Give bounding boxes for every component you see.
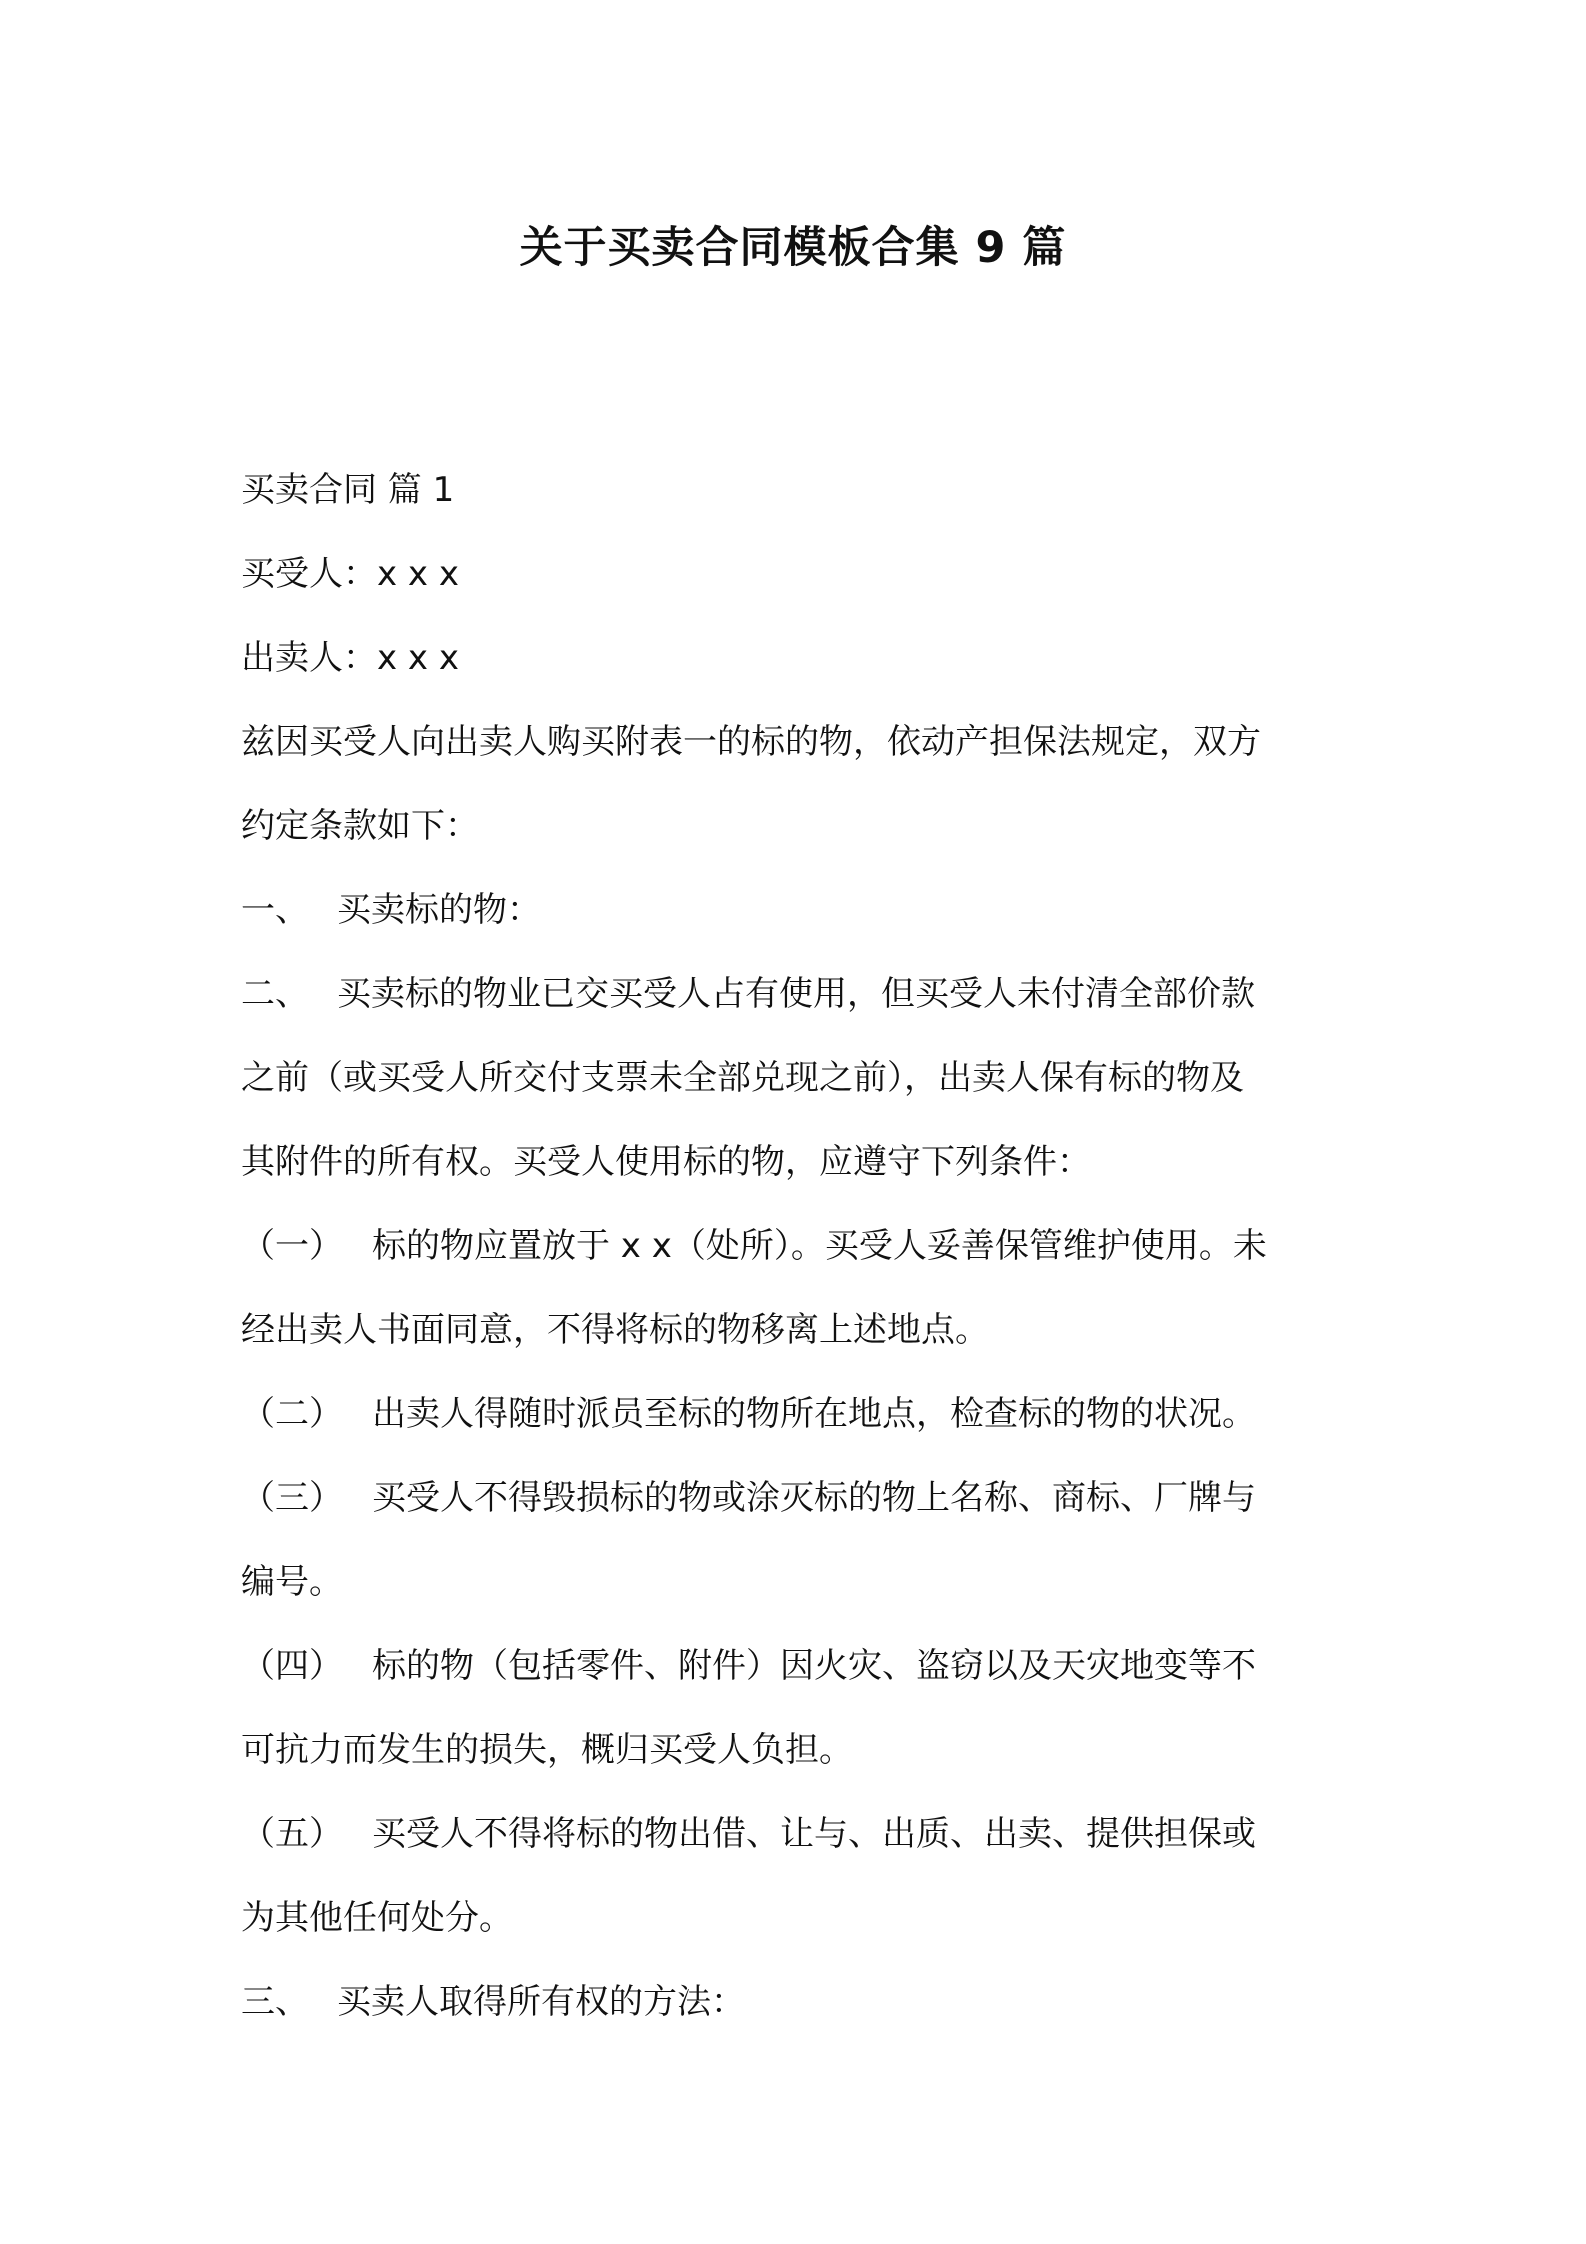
clause-3 <box>241 1960 1356 2044</box>
line-text: 出卖人：x x x <box>241 638 459 678</box>
clause-1 <box>241 868 1356 952</box>
line-preamble-1 <box>241 700 1356 784</box>
subclause-4 <box>241 1624 1356 1708</box>
line-text: 买受人不得毁损标的物或涂灭标的物上名称、商标、厂牌与 <box>372 1478 1256 1518</box>
subclause-5 <box>241 1792 1356 1876</box>
subclause-number: （三） <box>241 1478 343 1518</box>
line-text: 为其他任何处分。 <box>241 1898 513 1938</box>
subclause-2 <box>241 1372 1356 1456</box>
line-text: 买卖标的物： <box>337 890 541 930</box>
subclause-1-cont <box>241 1288 1356 1372</box>
subclause-1 <box>241 1204 1356 1288</box>
subclause-number: （四） <box>241 1646 343 1686</box>
line-text: 标的物应置放于 x x（处所）。买受人妥善保管维护使用。未 <box>372 1226 1267 1266</box>
subclause-4-cont <box>241 1708 1356 1792</box>
line-text: 买受人不得将标的物出借、让与、出质、出卖、提供担保或 <box>372 1814 1256 1854</box>
subclause-3-cont <box>241 1540 1356 1624</box>
line-contract-heading <box>241 448 1356 532</box>
line-text: 买卖合同 篇 1 <box>241 470 455 510</box>
clause-2-cont-1 <box>241 1036 1356 1120</box>
line-text: 买卖标的物业已交买受人占有使用，但买受人未付清全部价款 <box>337 974 1255 1014</box>
line-text: 约定条款如下： <box>241 806 479 846</box>
clause-number: 三、 <box>241 1982 309 2022</box>
line-text: 出卖人得随时派员至标的物所在地点，检查标的物的状况。 <box>372 1394 1256 1434</box>
clause-number: 二、 <box>241 974 309 1014</box>
line-text: 标的物（包括零件、附件）因火灾、盗窃以及天灾地变等不 <box>372 1646 1256 1686</box>
document-body <box>241 448 1356 2044</box>
line-buyer <box>241 532 1356 616</box>
clause-2 <box>241 952 1356 1036</box>
line-text: 其附件的所有权。买受人使用标的物，应遵守下列条件： <box>241 1142 1091 1182</box>
line-preamble-2 <box>241 784 1356 868</box>
document-title: 关于买卖合同模板合集 9 篇 <box>519 223 1067 273</box>
line-text: 买卖人取得所有权的方法： <box>337 1982 745 2022</box>
line-text: 兹因买受人向出卖人购买附表一的标的物，依动产担保法规定，双方 <box>241 722 1261 762</box>
line-text: 可抗力而发生的损失，概归买受人负担。 <box>241 1730 853 1770</box>
subclause-number: （五） <box>241 1814 343 1854</box>
clause-number: 一、 <box>241 890 309 930</box>
subclause-number: （二） <box>241 1394 343 1434</box>
subclause-number: （一） <box>241 1226 343 1266</box>
clause-2-cont-2 <box>241 1120 1356 1204</box>
line-text: 编号。 <box>241 1562 343 1602</box>
line-text: 之前（或买受人所交付支票未全部兑现之前），出卖人保有标的物及 <box>241 1058 1244 1098</box>
line-seller <box>241 616 1356 700</box>
subclause-5-cont <box>241 1876 1356 1960</box>
line-text: 买受人：x x x <box>241 554 459 594</box>
line-text: 经出卖人书面同意，不得将标的物移离上述地点。 <box>241 1310 989 1350</box>
subclause-3 <box>241 1456 1356 1540</box>
